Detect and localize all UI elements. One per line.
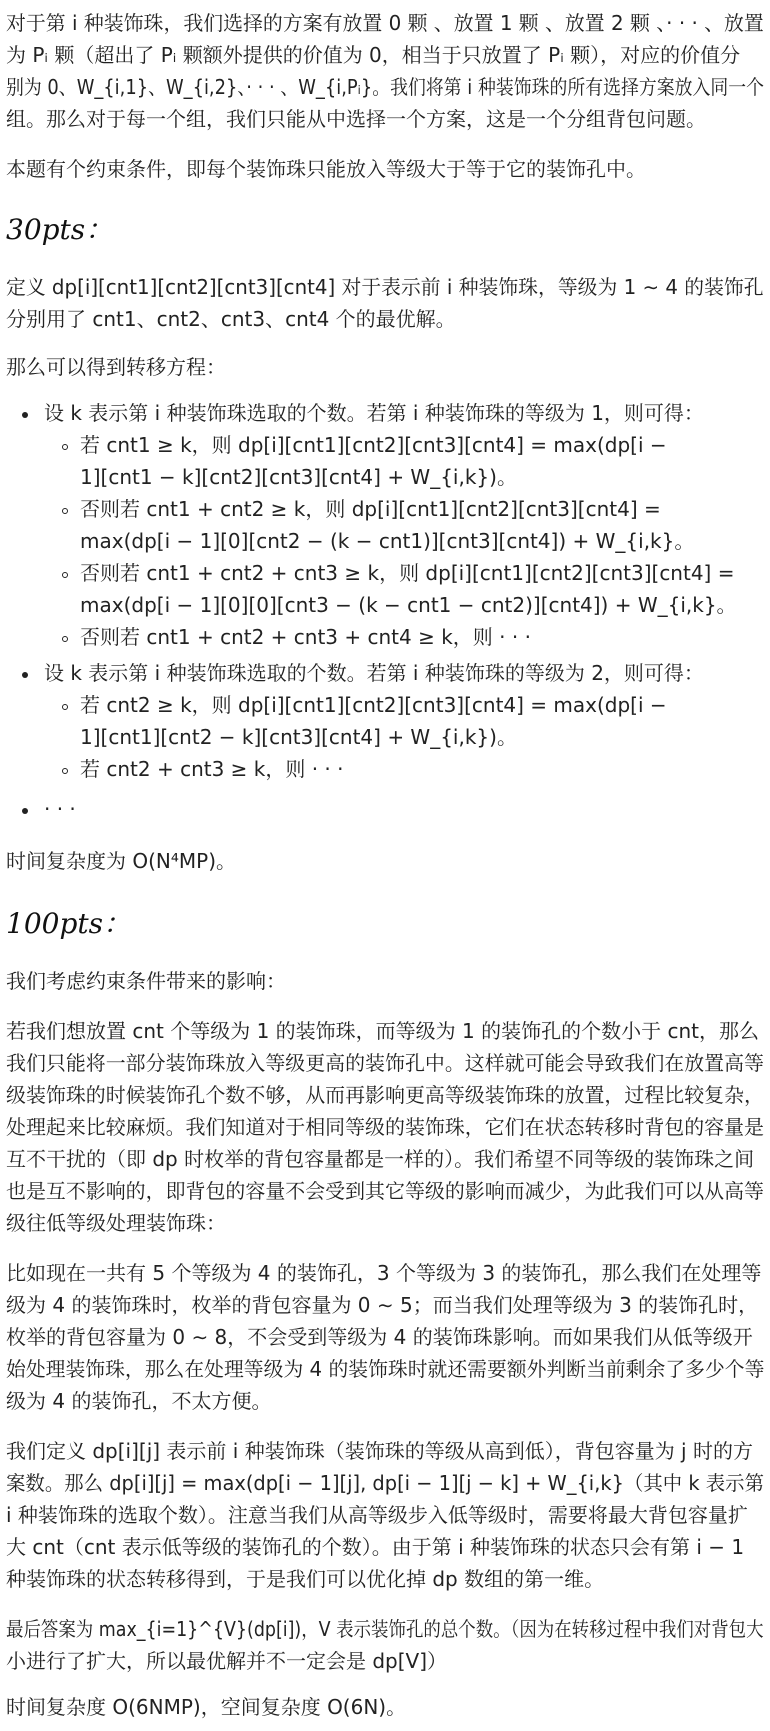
text-line: 我们定义 dp[i][j] 表示前 i 种装饰珠（装饰珠的等级从高到低），背包容量为 j 时的方: [6, 1439, 753, 1463]
bullet-circle: [62, 508, 68, 514]
list-item: 若 cnt1 ≥ k，则 dp[i][cnt1][cnt2][cnt3][cnt4] = max(dp[i −: [80, 433, 667, 457]
text-line: 我们只能将一部分装饰珠放入等级更高的装饰孔中。这样就可能会导致我们在放置高等: [6, 1051, 764, 1075]
text-line: 时间复杂度为 O(N⁴MP)。: [6, 849, 236, 873]
text-line: max(dp[i − 1][0][cnt2 − (k − cnt1)][cnt3][cnt4]) + W_{i,k}。: [80, 529, 695, 553]
text-line: 级装饰珠的时候装饰孔个数不够，从而再影响更高等级装饰珠的放置，过程比较复杂，: [6, 1083, 764, 1107]
text-line: 处理起来比较麻烦。我们知道对于相同等级的装饰珠，它们在状态转移时背包的容量是: [6, 1115, 764, 1139]
text-line: 最后答案为 max_{i=1}^{V}(dp[i])，V 表示装饰孔的总个数。（因为在转移过程中我们对背包大: [6, 1617, 764, 1641]
text-line: 时间复杂度 O(6NMP)，空间复杂度 O(6N)。: [6, 1695, 407, 1719]
text-line: i 种装饰珠的选取个数）。注意当我们从高等级步入低等级时，需要将最大背包容量扩: [6, 1503, 748, 1527]
text-line: 级为 4 的装饰孔，不太方便。: [6, 1389, 272, 1413]
text-line: 也是互不影响的，即背包的容量不会受到其它等级的影响而减少，为此我们可以从高等: [6, 1179, 764, 1203]
text-line: 1][cnt1 − k][cnt2][cnt3][cnt4] + W_{i,k})。: [80, 465, 517, 489]
text-line: 互不干扰的（即 dp 时枚举的背包容量都是一样的）。我们希望不同等级的装饰珠之间: [6, 1147, 755, 1171]
list-item: · · ·: [44, 797, 76, 821]
text-line: 小进行了扩大，所以最优解并不一定会是 dp[V]）: [6, 1649, 448, 1673]
text-line: 枚举的背包容量为 0 ∼ 8，不会受到等级为 4 的装饰珠影响。而如果我们从低等级开: [6, 1325, 753, 1349]
text-line: 比如现在一共有 5 个等级为 4 的装饰孔，3 个等级为 3 的装饰孔，那么我们在处理等: [6, 1261, 762, 1285]
bullet-circle: [62, 572, 68, 578]
text-line: 我们考虑约束条件带来的影响：: [6, 969, 286, 993]
bullet-dot: [22, 672, 28, 678]
text-line: 组。那么对于每一个组，我们只能从中选择一个方案，这是一个分组背包问题。: [6, 107, 706, 131]
bullet-circle: [62, 636, 68, 642]
bullet-circle: [62, 444, 68, 450]
text-line: 那么可以得到转移方程：: [6, 355, 226, 379]
text-line: 分别用了 cnt1、cnt2、cnt3、cnt4 个的最优解。: [6, 307, 456, 331]
text-line: 1][cnt1][cnt2 − k][cnt3][cnt4] + W_{i,k})。: [80, 725, 517, 749]
bullet-circle: [62, 768, 68, 774]
section-heading-100pts: 100pts：: [6, 907, 131, 940]
text-line: 本题有个约束条件，即每个装饰珠只能放入等级大于等于它的装饰孔中。: [6, 157, 646, 181]
list-item: 若 cnt2 + cnt3 ≥ k，则 · · ·: [80, 757, 344, 781]
list-item: 设 k 表示第 i 种装饰珠选取的个数。若第 i 种装饰珠的等级为 1，则可得：: [44, 401, 704, 425]
text-line: 级往低等级处理装饰珠：: [6, 1211, 226, 1235]
text-line: max(dp[i − 1][0][0][cnt3 − (k − cnt1 − cnt2)][cnt4]) + W_{i,k}。: [80, 593, 737, 617]
text-line: 别为 0、W_{i,1}、W_{i,2}、· · · 、W_{i,Pᵢ}。我们将第 i 种装饰珠的所有选择方案放入同一个: [6, 75, 764, 99]
text-line: 若我们想放置 cnt 个等级为 1 的装饰珠，而等级为 1 的装饰孔的个数小于 cnt，那么: [6, 1019, 759, 1043]
text-line: 级为 4 的装饰珠时，枚举的背包容量为 0 ∼ 5；而当我们处理等级为 3 的装饰孔时，: [6, 1293, 759, 1317]
text-line: 对于第 i 种装饰珠，我们选择的方案有放置 0 颗 、放置 1 颗 、放置 2 颗 、· · · 、放置: [6, 11, 764, 35]
text-line: 案数。那么 dp[i][j] = max(dp[i − 1][j], dp[i − 1][j − k] + W_{i,k}（其中 k 表示第: [6, 1471, 765, 1495]
bullet-dot: [22, 412, 28, 418]
text-line: 种装饰珠的状态转移得到，于是我们可以优化掉 dp 数组的第一维。: [6, 1567, 605, 1591]
list-item: 若 cnt2 ≥ k，则 dp[i][cnt1][cnt2][cnt3][cnt4] = max(dp[i −: [80, 693, 667, 717]
list-item: 设 k 表示第 i 种装饰珠选取的个数。若第 i 种装饰珠的等级为 2，则可得：: [44, 661, 704, 685]
bullet-circle: [62, 704, 68, 710]
list-item: 否则若 cnt1 + cnt2 ≥ k，则 dp[i][cnt1][cnt2][cnt3][cnt4] =: [80, 497, 661, 521]
bullet-dot: [22, 808, 28, 814]
text-line: 为 Pᵢ 颗（超出了 Pᵢ 颗额外提供的价值为 0，相当于只放置了 Pᵢ 颗），对应的价值分: [6, 43, 741, 67]
text-line: 始处理装饰珠，那么在处理等级为 4 的装饰珠时就还需要额外判断当前剩余了多少个等: [6, 1357, 765, 1381]
list-item: 否则若 cnt1 + cnt2 + cnt3 ≥ k，则 dp[i][cnt1][cnt2][cnt3][cnt4] =: [80, 561, 735, 585]
text-line: 定义 dp[i][cnt1][cnt2][cnt3][cnt4] 对于表示前 i 种装饰珠，等级为 1 ∼ 4 的装饰孔: [6, 275, 764, 299]
text-line: 大 cnt（cnt 表示低等级的装饰孔的个数）。由于第 i 种装饰珠的状态只会有第 i − 1: [6, 1535, 745, 1559]
section-heading-30pts: 30pts：: [6, 213, 114, 246]
list-item: 否则若 cnt1 + cnt2 + cnt3 + cnt4 ≥ k，则 · · ·: [80, 625, 531, 649]
